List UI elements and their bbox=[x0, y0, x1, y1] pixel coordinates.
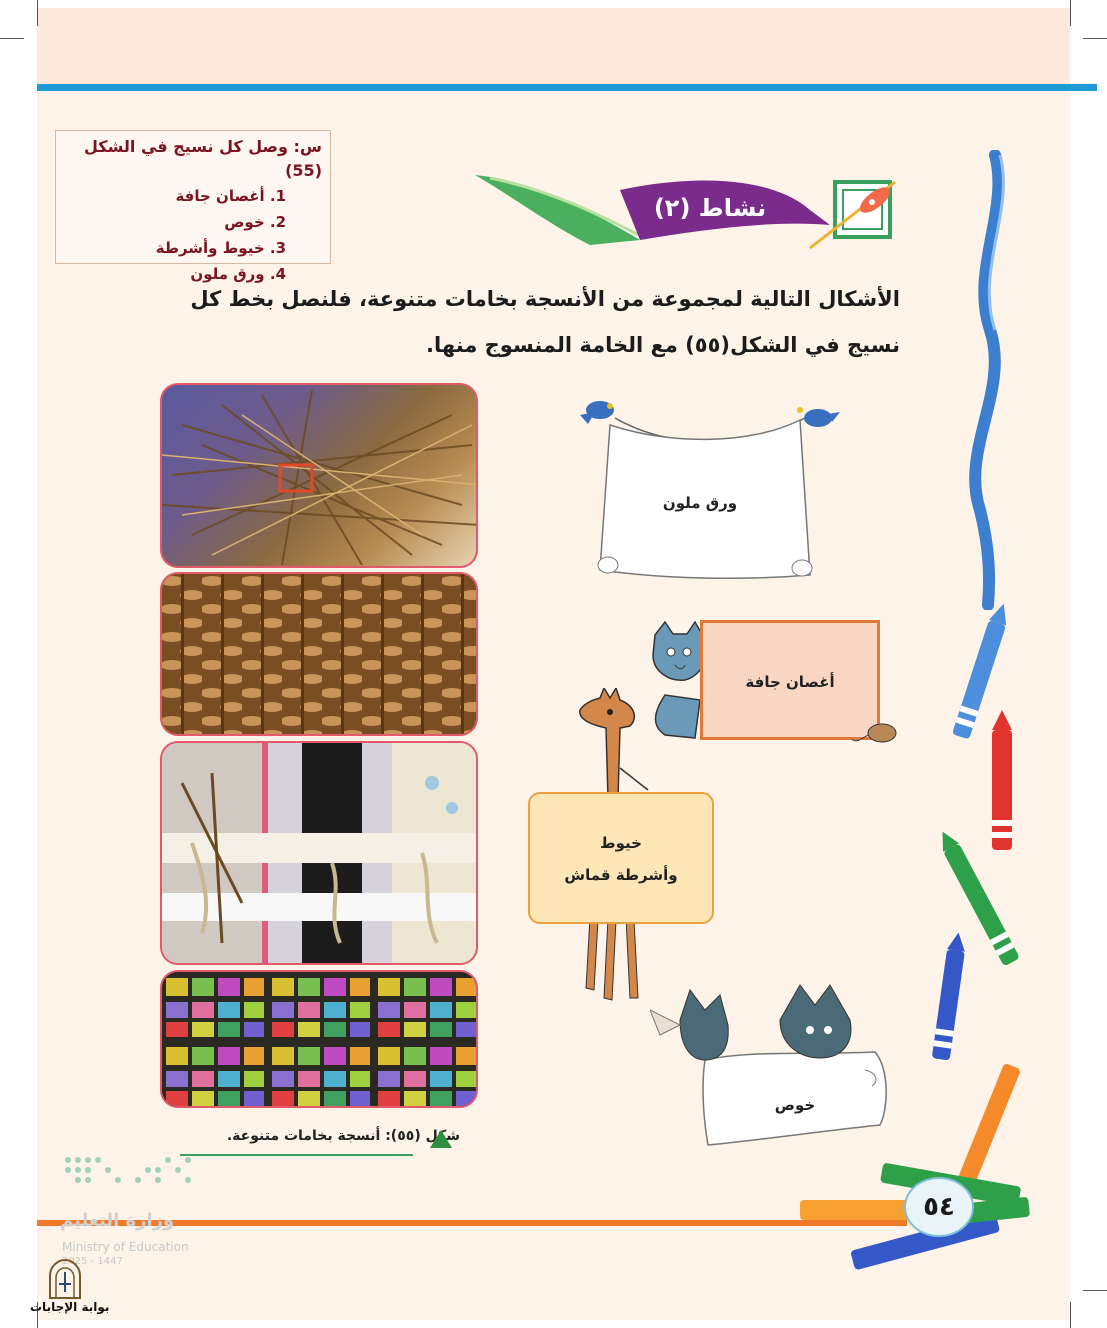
site-logo-icon bbox=[44, 1258, 86, 1300]
question-title: س: وصل كل نسيج في الشكل (55) bbox=[84, 137, 322, 180]
question-item: 3. خيوط وأشرطة bbox=[155, 239, 286, 257]
label-palm-fronds: خوص bbox=[774, 1096, 816, 1114]
blue-bird-icon bbox=[580, 401, 614, 424]
photo-colored-paper-weave bbox=[160, 970, 478, 1108]
photo-threads-ribbons-weave bbox=[160, 741, 478, 965]
card-threads-ribbons bbox=[528, 792, 714, 924]
crop-mark bbox=[1070, 0, 1071, 26]
ministry-arabic-name: وزارة التعليم bbox=[60, 1210, 175, 1231]
crop-mark bbox=[37, 0, 38, 26]
crop-mark bbox=[1083, 38, 1107, 39]
scroll-banner-illustration bbox=[570, 390, 850, 590]
blue-bird-icon bbox=[797, 407, 840, 427]
figure-caption: شكل (٥٥): أنسجة بخامات متنوعة. bbox=[226, 1128, 460, 1144]
crop-mark bbox=[1070, 1302, 1071, 1328]
caption-triangle-icon bbox=[430, 1130, 452, 1148]
label-dry-branches: أغصان جافة bbox=[745, 673, 835, 691]
ministry-logo-icon bbox=[60, 1150, 200, 1200]
bird-icon bbox=[780, 985, 851, 1058]
photo-palm-frond-weave bbox=[160, 572, 478, 736]
photo-dry-branches-weave bbox=[160, 383, 478, 568]
caption-underline bbox=[180, 1154, 413, 1156]
label-ribbons: وأشرطة قماش bbox=[564, 866, 678, 884]
question-item: 2. خوص bbox=[224, 213, 286, 231]
ministry-year: 2025 - 1447 bbox=[62, 1256, 123, 1267]
crop-mark bbox=[1083, 1290, 1107, 1291]
crayons-decoration bbox=[920, 600, 1030, 1060]
page-header-band bbox=[37, 8, 1070, 88]
ministry-english-name: Ministry of Education bbox=[62, 1240, 189, 1254]
page-number: ٥٤ bbox=[904, 1177, 974, 1237]
intro-line: نسيج في الشكل(٥٥) مع الخامة المنسوج منها. bbox=[426, 333, 900, 357]
crop-mark bbox=[0, 38, 24, 39]
question-box bbox=[55, 130, 331, 283]
header-rule bbox=[37, 84, 1097, 91]
birds-scroll-illustration bbox=[650, 980, 900, 1160]
label-colored-paper: ورق ملون bbox=[662, 494, 738, 512]
site-name: بوابة الإجابات bbox=[30, 1300, 110, 1314]
mouse-icon bbox=[850, 715, 900, 750]
question-item: 1. أغصان جافة bbox=[175, 187, 286, 205]
label-threads: خيوط bbox=[600, 834, 642, 852]
intro-line: الأشكال التالية لمجموعة من الأنسجة بخامات متنوعة، فلنصل بخط كل bbox=[190, 287, 900, 311]
ribbon-decoration bbox=[950, 150, 1030, 610]
intro-text bbox=[150, 276, 900, 368]
bird-icon bbox=[650, 990, 728, 1060]
activity-title: نشاط (٢) bbox=[653, 194, 767, 222]
question-item: 4. ورق ملون bbox=[190, 265, 286, 283]
